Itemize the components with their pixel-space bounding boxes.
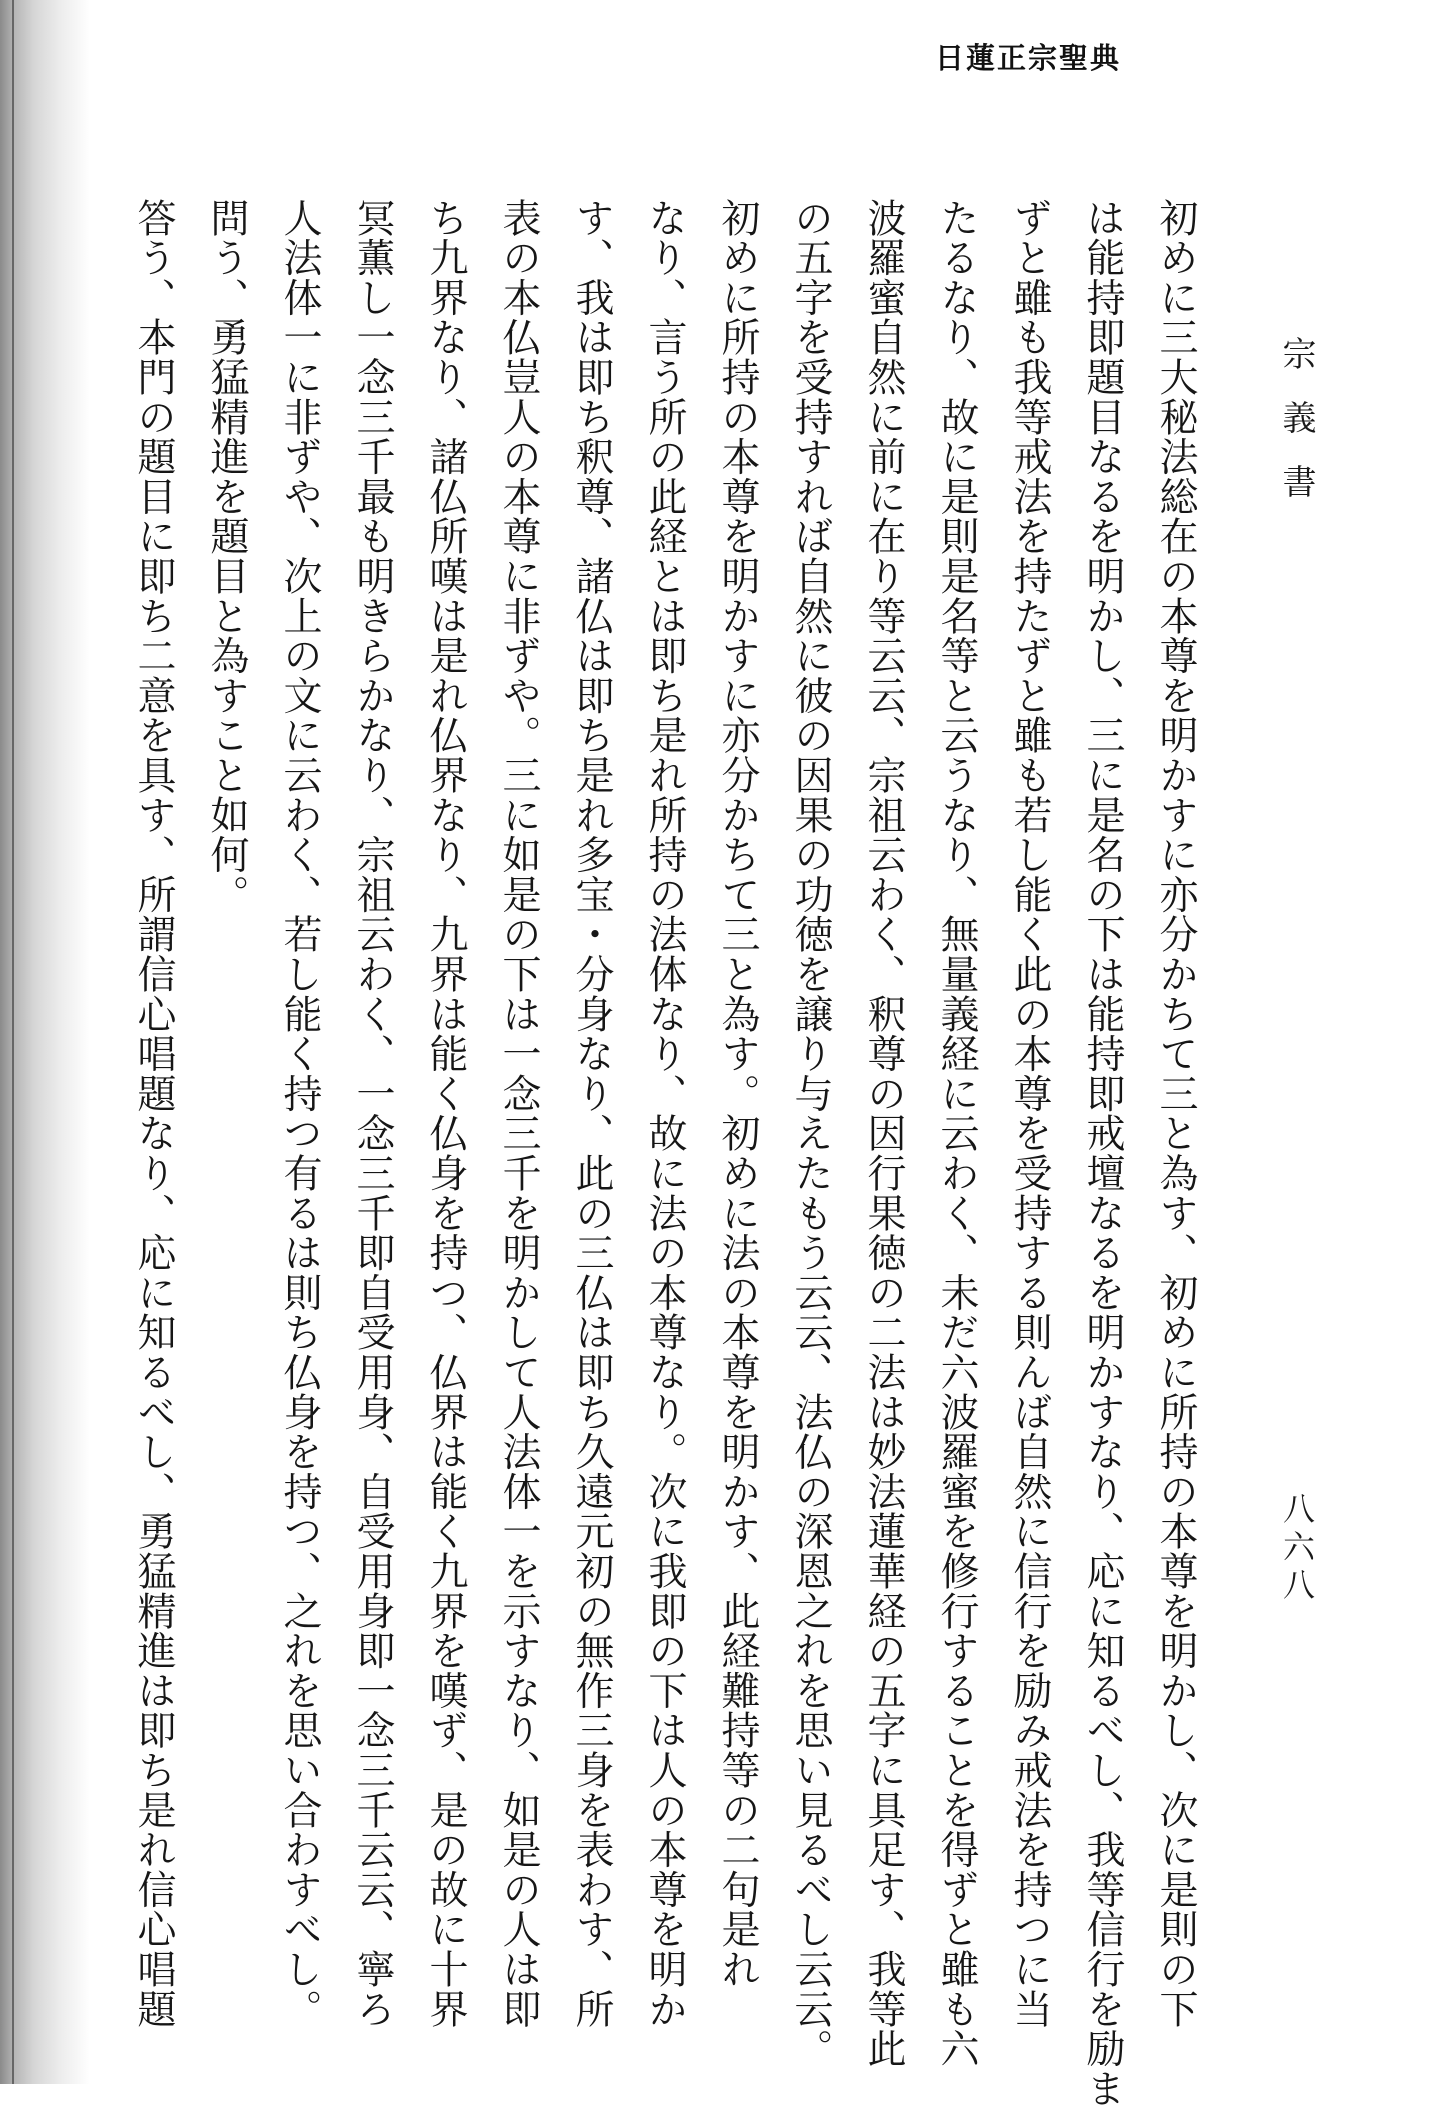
text-line: 問う、勇猛精進を題目と為すこと如何。 bbox=[204, 198, 249, 915]
text-line: ち九界なり、諸仏所嘆は是れ仏界なり、九界は能く仏身を持つ、仏界は能く九界を嘆ず、是の故に十界 bbox=[423, 198, 468, 2029]
body-text-column bbox=[117, 198, 1212, 2108]
text-line: 波羅蜜自然に前に在り等云云、宗祖云わく、釈尊の因行果徳の二法は妙法蓮華経の五字に具足す、我等此 bbox=[861, 198, 906, 2069]
collection-title: 日蓮正宗聖典 bbox=[935, 41, 1122, 75]
text-line: の五字を受持すれば自然に彼の因果の功徳を譲り与えたもう云云、法仏の深恩之れを思い見るべし云云。 bbox=[788, 198, 833, 2069]
page-number: 八六八 bbox=[1278, 1492, 1316, 1606]
text-line: 冥薫し一念三千最も明きらかなり、宗祖云わく、一念三千即自受用身、自受用身即一念三千云云、寧ろ bbox=[350, 198, 395, 2029]
text-line: 表の本仏豈人の本尊に非ずや。三に如是の下は一念三千を明かして人法体一を示すなり、如是の人は即 bbox=[496, 198, 541, 2029]
text-line: ずと雖も我等戒法を持たずと雖も若し能く此の本尊を受持する則んば自然に信行を励み戒法を持つに当 bbox=[1007, 198, 1052, 2029]
text-line: 初めに所持の本尊を明かすに亦分かちて三と為す。初めに法の本尊を明かす、此経難持等の二句是れ bbox=[715, 198, 760, 1989]
text-line: す、我は即ち釈尊、諸仏は即ち是れ多宝・分身なり、此の三仏は即ち久遠元初の無作三身を表わす、所 bbox=[569, 198, 614, 2029]
text-line: 人法体一に非ずや、次上の文に云わく、若し能く持つ有るは則ち仏身を持つ、之れを思い合わすべし。 bbox=[277, 198, 322, 2029]
text-line: たるなり、故に是則是名等と云うなり、無量義経に云わく、未だ六波羅蜜を修行することを得ずと雖も六 bbox=[934, 198, 979, 2069]
text-line: は能持即題目なるを明かし、三に是名の下は能持即戒壇なるを明かすなり、応に知るべし、我等信行を励ま bbox=[1080, 198, 1125, 2108]
text-line: 初めに三大秘法総在の本尊を明かすに亦分かちて三と為す、初めに所持の本尊を明かし、次に是則の下 bbox=[1153, 198, 1198, 2029]
binding-edge-line bbox=[12, 0, 14, 2084]
section-title: 宗義書 bbox=[1276, 336, 1316, 528]
text-line: 答う、本門の題目に即ち二意を具す、所謂信心唱題なり、応に知るべし、勇猛精進は即ち是れ信心唱題 bbox=[131, 198, 176, 2029]
text-line: なり、言う所の此経とは即ち是れ所持の法体なり、故に法の本尊なり。次に我即の下は人の本尊を明か bbox=[642, 198, 687, 2029]
